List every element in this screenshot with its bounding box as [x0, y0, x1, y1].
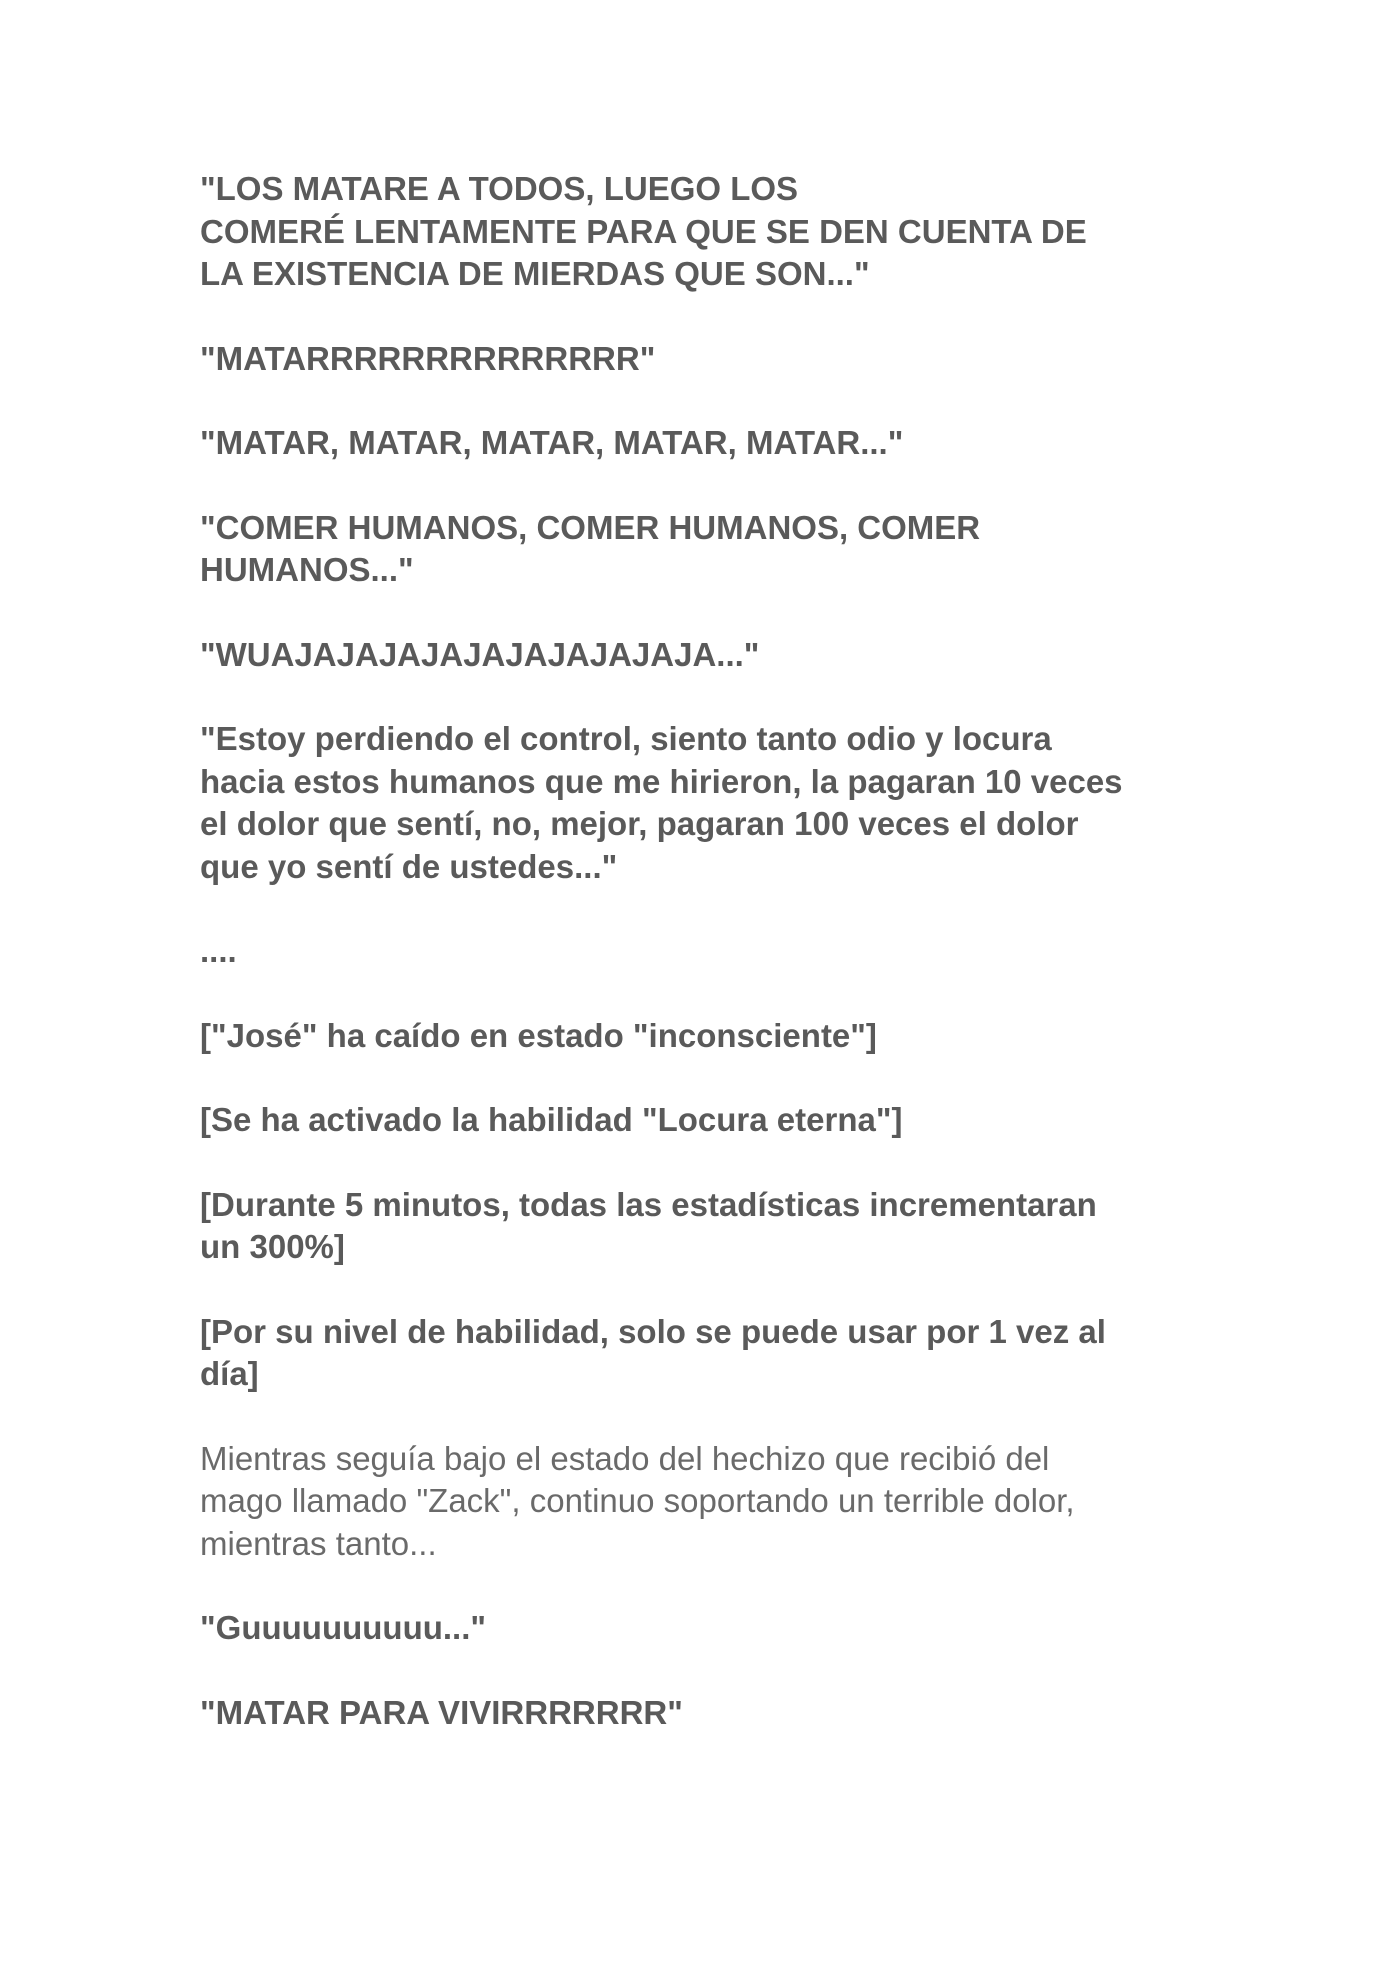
paragraph [200, 338, 1200, 381]
paragraph [200, 930, 1200, 973]
text-line: día] [200, 1355, 259, 1392]
text-line: "Guuuuuuuuuu..." [200, 1609, 487, 1646]
paragraph [200, 1099, 1200, 1142]
paragraph [200, 1311, 1200, 1396]
text-line: el dolor que sentí, no, mejor, pagaran 100 veces el dolor [200, 805, 1079, 842]
text-line: .... [200, 932, 237, 969]
text-line: hacia estos humanos que me hirieron, la pagaran 10 veces [200, 762, 1123, 800]
paragraph [200, 507, 1200, 592]
paragraph [200, 1015, 1200, 1058]
paragraph [200, 1607, 1200, 1650]
text-line: un 300%] [200, 1228, 345, 1265]
text-line: "COMER HUMANOS, COMER HUMANOS, COMER [200, 508, 981, 546]
text-line: "LOS MATARE A TODOS, LUEGO LOS [200, 170, 799, 207]
text-line: que yo sentí de ustedes..." [200, 847, 618, 885]
document-body [200, 168, 1200, 1734]
text-line: [Por su nivel de habilidad, solo se puede usar por 1 vez al [200, 1312, 1106, 1350]
paragraph [200, 1184, 1200, 1269]
text-line: "MATAR PARA VIVIRRRRRRR" [200, 1693, 683, 1731]
text-line: COMERÉ LENTAMENTE PARA QUE SE DEN CUENTA DE [200, 212, 1087, 250]
paragraph [200, 422, 1200, 465]
text-line: "WUAJAJAJAJAJAJAJAJAJAJA..." [200, 635, 760, 673]
text-line: mientras tanto... [200, 1524, 437, 1562]
paragraph [200, 1692, 1200, 1735]
text-line: "MATARRRRRRRRRRRRRR" [200, 339, 656, 377]
text-line: "Estoy perdiendo el control, siento tanto odio y locura [200, 720, 1052, 757]
text-line: mago llamado "Zack", continuo soportando un terrible dolor, [200, 1482, 1075, 1519]
paragraph [200, 634, 1200, 677]
paragraph [200, 168, 1200, 296]
text-line: [Durante 5 minutos, todas las estadísticas incrementaran [200, 1185, 1097, 1223]
text-line: [Se ha activado la habilidad "Locura eterna"] [200, 1101, 903, 1138]
text-line: Mientras seguía bajo el estado del hechizo que recibió del [200, 1439, 1050, 1477]
text-line: ["José" ha caído en estado "inconsciente"] [200, 1016, 877, 1054]
text-line: HUMANOS..." [200, 551, 414, 588]
text-line: LA EXISTENCIA DE MIERDAS QUE SON..." [200, 255, 870, 292]
paragraph [200, 718, 1200, 888]
paragraph [200, 1438, 1200, 1566]
text-line: "MATAR, MATAR, MATAR, MATAR, MATAR..." [200, 424, 904, 461]
